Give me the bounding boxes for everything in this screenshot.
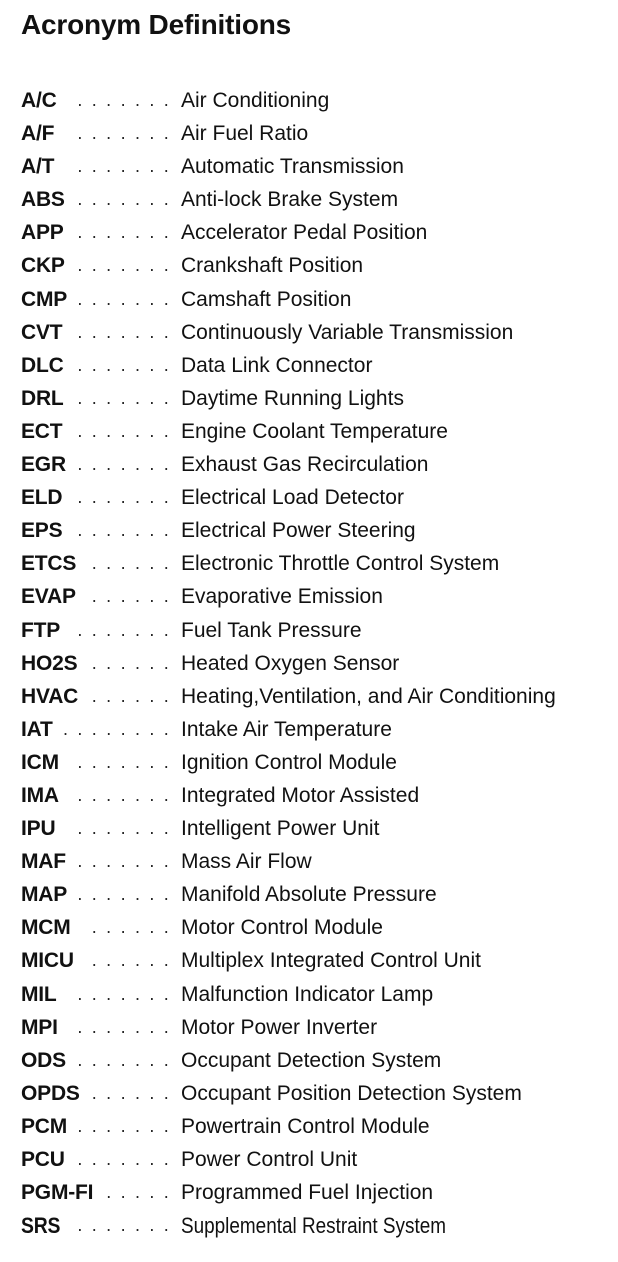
acronym-definition: Heating,Ventilation, and Air Conditioning: [181, 684, 556, 708]
acronym-abbreviation: MIL: [21, 982, 57, 1006]
acronym-row: [0, 1110, 618, 1143]
acronym-definition: Evaporative Emission: [181, 585, 383, 609]
acronym-row: [0, 647, 618, 680]
acronym-abbreviation: ETCS: [21, 552, 77, 576]
acronym-definition: Occupant Detection System: [181, 1048, 442, 1072]
acronym-row: [0, 713, 618, 746]
acronym-abbreviation: EVAP: [21, 585, 76, 609]
acronym-definition: Camshaft Position: [181, 287, 352, 311]
dot-leader: . . . . . . .: [77, 454, 171, 475]
dot-leader: . . . . . . .: [77, 851, 171, 872]
dot-leader: . . . . . . .: [77, 619, 171, 640]
acronym-row: [0, 580, 618, 613]
acronym-row: [0, 1143, 618, 1176]
acronym-abbreviation: MAP: [21, 883, 68, 907]
acronym-abbreviation: DLC: [21, 353, 64, 377]
dot-leader: . . . . . . .: [77, 520, 171, 541]
acronym-row: [0, 1077, 618, 1110]
acronym-row: [0, 812, 618, 845]
acronym-row: [0, 283, 618, 316]
dot-leader: . . . . . . .: [77, 420, 171, 441]
acronym-abbreviation: ICM: [21, 750, 59, 774]
acronym-abbreviation: PGM-FI: [21, 1181, 94, 1205]
dot-leader: . . . . . . .: [77, 222, 171, 243]
acronym-definition: Integrated Motor Assisted: [181, 783, 420, 807]
acronym-definition: Malfunction Indicator Lamp: [181, 982, 434, 1006]
dot-leader: . . . . . . .: [77, 387, 171, 408]
acronym-definition: Multiplex Integrated Control Unit: [181, 949, 481, 973]
acronym-definition: Daytime Running Lights: [181, 386, 404, 410]
dot-leader: . . . . . . .: [77, 1215, 171, 1236]
acronym-row: [0, 183, 618, 216]
acronym-row: [0, 216, 618, 249]
acronym-definition: Exhaust Gas Recirculation: [181, 453, 429, 477]
acronym-abbreviation: MPI: [21, 1015, 58, 1039]
dot-leader: . . . . .: [106, 1182, 171, 1203]
dot-leader: . . . . . .: [91, 917, 171, 938]
acronym-definition: Electrical Power Steering: [181, 519, 416, 543]
acronym-definition: Programmed Fuel Injection: [181, 1181, 434, 1205]
acronym-row: [0, 680, 618, 713]
acronym-definition: Intake Air Temperature: [181, 717, 392, 741]
dot-leader: . . . . . .: [91, 586, 171, 607]
acronym-abbreviation: ABS: [21, 188, 65, 212]
acronym-abbreviation: CKP: [21, 254, 65, 278]
acronym-row: [0, 514, 618, 547]
dot-leader: . . . . . . .: [77, 884, 171, 905]
dot-leader: . . . . . . .: [77, 983, 171, 1004]
dot-leader: . . . . . . .: [77, 288, 171, 309]
dot-leader: . . . . . . .: [77, 321, 171, 342]
dot-leader: . . . . . . .: [77, 487, 171, 508]
acronym-row: [0, 845, 618, 878]
dot-leader: . . . . . . .: [77, 189, 171, 210]
acronym-abbreviation: A/T: [21, 155, 55, 179]
acronym-row: [0, 1044, 618, 1077]
dot-leader: . . . . . . .: [77, 1115, 171, 1136]
acronym-abbreviation: HO2S: [21, 651, 78, 675]
acronym-definition: Data Link Connector: [181, 353, 373, 377]
acronym-definition: Engine Coolant Temperature: [181, 419, 448, 443]
acronym-definition: Intelligent Power Unit: [181, 817, 380, 841]
acronym-definition: Air Fuel Ratio: [181, 122, 309, 146]
acronym-row: [0, 779, 618, 812]
acronym-definition: Occupant Position Detection System: [181, 1081, 522, 1105]
acronym-definition: Crankshaft Position: [181, 254, 364, 278]
acronym-definition: Ignition Control Module: [181, 750, 397, 774]
acronym-abbreviation: A/F: [21, 122, 55, 146]
acronym-row: [0, 316, 618, 349]
acronym-row: [0, 382, 618, 415]
acronym-abbreviation: CVT: [21, 320, 63, 344]
acronym-abbreviation: FTP: [21, 618, 61, 642]
acronym-row: [0, 746, 618, 779]
acronym-row: [0, 911, 618, 944]
acronym-row: [0, 614, 618, 647]
dot-leader: . . . . . . . .: [62, 718, 171, 739]
acronym-abbreviation: ECT: [21, 419, 63, 443]
acronym-definition: Air Conditioning: [181, 89, 330, 112]
dot-leader: . . . . . .: [91, 685, 171, 706]
acronym-abbreviation: PCM: [21, 1114, 68, 1138]
acronym-abbreviation: SRS: [21, 1213, 61, 1239]
acronym-row: [0, 878, 618, 911]
acronym-row: [0, 1011, 618, 1044]
acronym-row: [0, 249, 618, 282]
dot-leader: . . . . . .: [91, 1082, 171, 1103]
acronym-abbreviation: IAT: [21, 717, 53, 741]
acronym-definition: Motor Control Module: [181, 916, 383, 940]
page-title: Acronym Definitions: [21, 9, 292, 40]
acronym-abbreviation: MCM: [21, 916, 71, 940]
acronym-row: [0, 117, 618, 150]
acronym-definition: Electrical Load Detector: [181, 486, 404, 510]
acronym-definition: Continuously Variable Transmission: [181, 320, 514, 344]
acronym-abbreviation: IMA: [21, 783, 59, 807]
acronym-abbreviation: IPU: [21, 817, 56, 841]
acronym-abbreviation: OPDS: [21, 1081, 80, 1105]
acronym-row: [0, 150, 618, 183]
acronym-abbreviation: MAF: [21, 850, 66, 874]
acronym-definition: Manifold Absolute Pressure: [181, 883, 437, 907]
acronym-definition: Electronic Throttle Control System: [181, 552, 500, 576]
acronym-definition: Anti-lock Brake System: [181, 188, 399, 212]
dot-leader: . . . . . . .: [77, 1016, 171, 1037]
dot-leader: . . . . . . .: [77, 156, 171, 177]
acronym-definition: Heated Oxygen Sensor: [181, 651, 400, 675]
acronym-definition: Automatic Transmission: [181, 155, 404, 179]
acronym-row: [0, 1209, 618, 1242]
acronym-abbreviation: DRL: [21, 386, 64, 410]
acronym-row: [0, 448, 618, 481]
acronym-row: [0, 481, 618, 514]
dot-leader: . . . . . . .: [77, 90, 171, 110]
dot-leader: . . . . . . .: [77, 1149, 171, 1169]
acronym-definition: Motor Power Inverter: [181, 1015, 378, 1039]
acronym-definition: Mass Air Flow: [181, 850, 312, 874]
dot-leader: . . . . . . .: [77, 354, 171, 375]
dot-leader: . . . . . . .: [77, 255, 171, 276]
acronym-row: [0, 944, 618, 977]
acronym-definition: Power Control Unit: [181, 1148, 358, 1171]
acronym-abbreviation: ODS: [21, 1048, 66, 1072]
dot-leader: . . . . . . .: [77, 818, 171, 839]
acronym-list: [0, 84, 618, 1242]
acronym-definition: Fuel Tank Pressure: [181, 618, 362, 642]
acronym-definition: Supplemental Restraint System: [181, 1213, 447, 1239]
acronym-abbreviation: APP: [21, 221, 64, 245]
acronym-abbreviation: A/C: [21, 89, 57, 112]
dot-leader: . . . . . . .: [77, 751, 171, 772]
dot-leader: . . . . . . .: [77, 1049, 171, 1070]
dot-leader: . . . . . .: [91, 950, 171, 971]
dot-leader: . . . . . .: [91, 553, 171, 574]
acronym-abbreviation: MICU: [21, 949, 74, 973]
acronym-abbreviation: PCU: [21, 1148, 65, 1171]
acronym-row: [0, 978, 618, 1011]
acronym-abbreviation: ELD: [21, 486, 63, 510]
acronym-row: [0, 84, 618, 117]
acronym-abbreviation: CMP: [21, 287, 68, 311]
dot-leader: . . . . . . .: [77, 784, 171, 805]
acronym-row: [0, 1176, 618, 1209]
dot-leader: . . . . . . .: [77, 123, 171, 144]
acronym-abbreviation: EPS: [21, 519, 63, 543]
acronym-definition: Accelerator Pedal Position: [181, 221, 428, 245]
dot-leader: . . . . . .: [91, 652, 171, 673]
acronym-row: [0, 547, 618, 580]
acronym-definition: Powertrain Control Module: [181, 1114, 430, 1138]
acronym-row: [0, 415, 618, 448]
acronym-row: [0, 349, 618, 382]
acronym-abbreviation: EGR: [21, 453, 66, 477]
acronym-abbreviation: HVAC: [21, 684, 79, 708]
